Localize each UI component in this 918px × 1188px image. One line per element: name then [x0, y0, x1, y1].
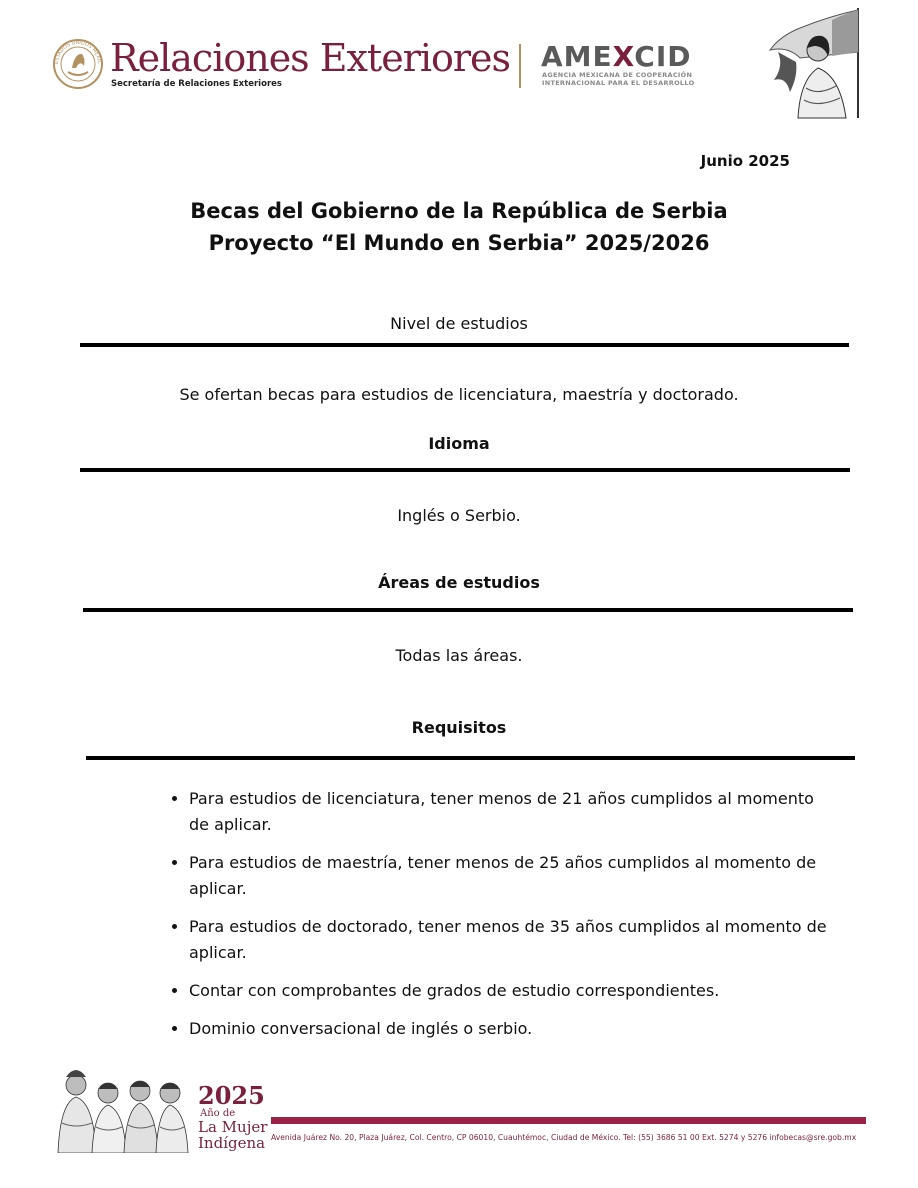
document-title-line-1: Becas del Gobierno de la República de Serbia — [190, 199, 728, 223]
seal-motto-text — [52, 38, 104, 90]
section-body-areas: Todas las áreas. — [395, 646, 523, 665]
amexcid-logo — [541, 40, 691, 73]
footer-bar — [271, 1117, 866, 1124]
list-item: • Para estudios de doctorado, tener menos de 35 años cumplidos al momento de aplicar. — [189, 914, 829, 966]
year-logo-year: 2025 — [198, 1081, 265, 1110]
document-title-line-2: Proyecto “El Mundo en Serbia” 2025/2026 — [208, 231, 710, 255]
section-body-idioma: Inglés o Serbio. — [397, 506, 521, 525]
year-logo-line-4: Indígena — [198, 1134, 266, 1152]
list-item: • Contar con comprobantes de grados de estudio correspondientes. — [189, 978, 829, 1004]
section-rule — [80, 343, 849, 347]
document-date: Junio 2025 — [700, 152, 790, 170]
amexcid-logo-pre: AME — [541, 40, 613, 73]
footer-address: Avenida Juárez No. 20, Plaza Juárez, Col. Centro, CP 06010, Cuauhtémoc, Ciudad de México. Tel: (55) 3686 51 00 Ext. 5274 y 5276 infobecas@sre.gob.mx — [271, 1133, 857, 1142]
section-rule — [86, 756, 855, 760]
section-heading-areas: Áreas de estudios — [378, 573, 540, 592]
amexcid-logo-post: CID — [634, 40, 692, 73]
section-heading-requisitos: Requisitos — [411, 718, 507, 737]
year-of-indigenous-woman-logo — [198, 1081, 268, 1152]
list-item: • Dominio conversacional de inglés o serbio. — [189, 1016, 829, 1042]
section-heading-idioma: Idioma — [428, 434, 490, 453]
woman-with-flag-illustration — [760, 6, 866, 120]
amexcid-subtitle-1: AGENCIA MEXICANA DE COOPERACIÓN — [542, 71, 693, 79]
year-logo-line-3: La Mujer — [198, 1118, 268, 1136]
sre-title: Relaciones Exteriores — [110, 36, 511, 80]
indigenous-women-illustration — [52, 1063, 192, 1153]
amexcid-subtitle-2: INTERNACIONAL PARA EL DESARROLLO — [542, 79, 695, 87]
section-rule — [83, 608, 853, 612]
amexcid-logo-x: X — [612, 40, 635, 73]
header-divider — [519, 44, 521, 88]
section-rule — [80, 468, 850, 472]
list-item: • Para estudios de maestría, tener menos de 25 años cumplidos al momento de aplicar. — [189, 850, 829, 902]
year-logo-line-2: Año de — [200, 1108, 236, 1119]
requirements-list — [150, 786, 829, 1054]
sre-subtitle: Secretaría de Relaciones Exteriores — [111, 79, 282, 89]
section-heading-nivel: Nivel de estudios — [390, 314, 528, 333]
svg-text:ESTADOS UNIDOS MEXICANOS — [52, 38, 102, 65]
section-body-nivel: Se ofertan becas para estudios de licenciatura, maestría y doctorado. — [179, 385, 739, 404]
list-item: • Para estudios de licenciatura, tener menos de 21 años cumplidos al momento de aplicar. — [189, 786, 829, 838]
seal-motto: ESTADOS UNIDOS MEXIC — [53, 39, 103, 65]
